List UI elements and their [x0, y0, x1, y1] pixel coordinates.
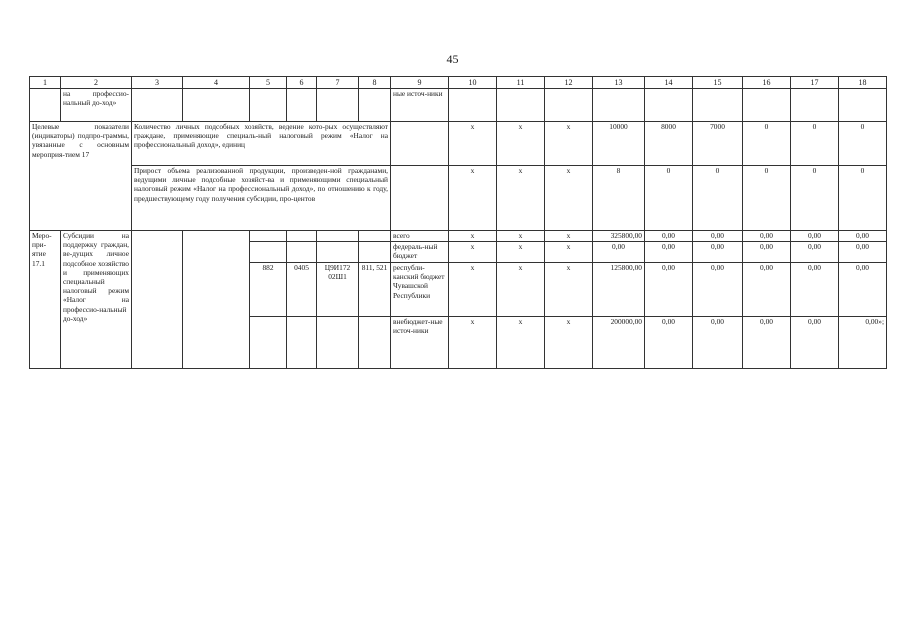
- table-row: [30, 122, 887, 166]
- header-cell: 18: [839, 77, 887, 89]
- table-cell: [287, 317, 317, 369]
- header-cell: 4: [183, 77, 250, 89]
- header-cell: 2: [61, 77, 132, 89]
- table-cell: 0,00: [791, 242, 839, 263]
- table-row: [30, 231, 887, 242]
- table-cell: [743, 89, 791, 122]
- table-cell: 0,00: [645, 317, 693, 369]
- table-cell: [317, 242, 359, 263]
- table-cell: 0,00: [693, 263, 743, 317]
- table-cell: 0,00: [645, 242, 693, 263]
- indicator-text: Прирост объема реализованной продукции, произведен-ной гражданами, ведущими личные подсобные хозяйст-ва и применяющими специальный налоговый режим «Налог на профессиональный доход», по отношению к году, предшествующему году получения субсидии, про-центов: [132, 166, 391, 231]
- table-cell: [317, 231, 359, 242]
- table-cell: 0: [693, 166, 743, 231]
- table-cell: [287, 89, 317, 122]
- measure-name: Субсидии на поддержку граждан, ве-дущих личное подсобное хозяйство и применяющих специальный налоговый режим «Налог на профессио-нальный до-ход»: [61, 231, 132, 369]
- table-cell: внебюджет-ные источ-ники: [391, 317, 449, 369]
- table-cell: х: [497, 122, 545, 166]
- table-cell: республи-канский бюджет Чувашской Республики: [391, 263, 449, 317]
- table-cell: [317, 89, 359, 122]
- table-cell: [317, 317, 359, 369]
- table-cell: 125800,00: [593, 263, 645, 317]
- table-cell: х: [497, 242, 545, 263]
- table-cell: 0,00: [839, 231, 887, 242]
- table-cell: [183, 89, 250, 122]
- table-cell: 811, 521: [359, 263, 391, 317]
- table-cell: х: [497, 166, 545, 231]
- header-cell: 10: [449, 77, 497, 89]
- table-cell: [791, 89, 839, 122]
- table-cell: 0,00: [791, 263, 839, 317]
- header-row: [30, 77, 887, 89]
- table-cell: Ц9И172 02Ш1: [317, 263, 359, 317]
- table-cell: [250, 242, 287, 263]
- table-cell: 0,00: [791, 231, 839, 242]
- table-cell: х: [449, 166, 497, 231]
- table-cell: 0,00»;: [839, 317, 887, 369]
- table-cell: ные источ-ники: [391, 89, 449, 122]
- table-cell: 0,00: [791, 317, 839, 369]
- table-cell: 0,00: [645, 263, 693, 317]
- header-cell: 1: [30, 77, 61, 89]
- table-cell: х: [545, 122, 593, 166]
- table-cell: 0: [645, 166, 693, 231]
- table-cell: 0,00: [839, 263, 887, 317]
- table-cell: [359, 89, 391, 122]
- table-cell: 8000: [645, 122, 693, 166]
- table-cell: 0,00: [743, 231, 791, 242]
- table-cell: [839, 89, 887, 122]
- table-cell: х: [545, 317, 593, 369]
- table-cell: [391, 166, 449, 231]
- table-cell: 7000: [693, 122, 743, 166]
- table-cell: [287, 242, 317, 263]
- table-cell: [693, 89, 743, 122]
- table-cell: 0,00: [693, 231, 743, 242]
- table-cell: [250, 231, 287, 242]
- table-cell: 0: [743, 122, 791, 166]
- budget-table: [29, 76, 887, 369]
- table-cell: [359, 242, 391, 263]
- table-cell: [132, 231, 183, 369]
- table-cell: х: [449, 263, 497, 317]
- table-cell: 0: [743, 166, 791, 231]
- table-cell: 0,00: [743, 317, 791, 369]
- header-cell: 14: [645, 77, 693, 89]
- table-cell: 0: [791, 122, 839, 166]
- table-cell: 0,00: [693, 317, 743, 369]
- table-cell: [359, 231, 391, 242]
- table-cell: х: [545, 166, 593, 231]
- table-cell: [359, 317, 391, 369]
- table-cell: 0,00: [693, 242, 743, 263]
- header-cell: 5: [250, 77, 287, 89]
- table-cell: [645, 89, 693, 122]
- header-cell: 17: [791, 77, 839, 89]
- table-cell: 0: [839, 122, 887, 166]
- table-cell: х: [497, 317, 545, 369]
- indicators-label: Целевые показатели (индикаторы) подпро-граммы, увязанные с основным мероприя-тием 17: [30, 122, 132, 231]
- table-cell: [250, 89, 287, 122]
- table-cell: х: [449, 242, 497, 263]
- measure-number: Меро-при-ятие 17.1: [30, 231, 61, 369]
- indicator-text: Количество личных подсобных хозяйств, ведение кото-рых осуществляют граждане, применяющие специаль-ный налоговый режим «Налог на профессиональный доход», единиц: [132, 122, 391, 166]
- header-cell: 11: [497, 77, 545, 89]
- header-cell: 8: [359, 77, 391, 89]
- table-cell: 882: [250, 263, 287, 317]
- table-cell: 0,00: [839, 242, 887, 263]
- page-number: 45: [446, 52, 459, 66]
- table-cell: 200000,00: [593, 317, 645, 369]
- table-cell: х: [449, 231, 497, 242]
- table-cell: х: [497, 231, 545, 242]
- table-cell: х: [545, 263, 593, 317]
- header-cell: 9: [391, 77, 449, 89]
- table-cell: [287, 231, 317, 242]
- table-cell: [593, 89, 645, 122]
- header-cell: 13: [593, 77, 645, 89]
- table-cell: х: [545, 242, 593, 263]
- table-cell: [132, 89, 183, 122]
- table-cell: [30, 89, 61, 122]
- header-cell: 16: [743, 77, 791, 89]
- header-cell: 15: [693, 77, 743, 89]
- table-cell: 0: [839, 166, 887, 231]
- table-cell: федераль-ный бюджет: [391, 242, 449, 263]
- header-cell: 3: [132, 77, 183, 89]
- table-cell: х: [545, 231, 593, 242]
- table-cell: 8: [593, 166, 645, 231]
- table-cell: х: [449, 122, 497, 166]
- table-cell: х: [449, 317, 497, 369]
- table-cell: х: [497, 263, 545, 317]
- table-cell: [183, 231, 250, 369]
- table-cell: [449, 89, 497, 122]
- table-cell: 0,00: [743, 242, 791, 263]
- table-cell: 0: [791, 166, 839, 231]
- table-cell: [391, 122, 449, 166]
- table-cell: 0,00: [593, 242, 645, 263]
- table-cell: 0405: [287, 263, 317, 317]
- header-cell: 6: [287, 77, 317, 89]
- table-cell: [545, 89, 593, 122]
- table-cell: 325800,00: [593, 231, 645, 242]
- header-cell: 7: [317, 77, 359, 89]
- table-cell: [250, 317, 287, 369]
- table-cell: 0,00: [743, 263, 791, 317]
- table-row: [30, 166, 887, 231]
- header-cell: 12: [545, 77, 593, 89]
- table-cell: всего: [391, 231, 449, 242]
- table-cell: на профессио-нальный до-ход»: [61, 89, 132, 122]
- table-cell: 10000: [593, 122, 645, 166]
- table-row: [30, 89, 887, 122]
- table-cell: 0,00: [645, 231, 693, 242]
- table-cell: [497, 89, 545, 122]
